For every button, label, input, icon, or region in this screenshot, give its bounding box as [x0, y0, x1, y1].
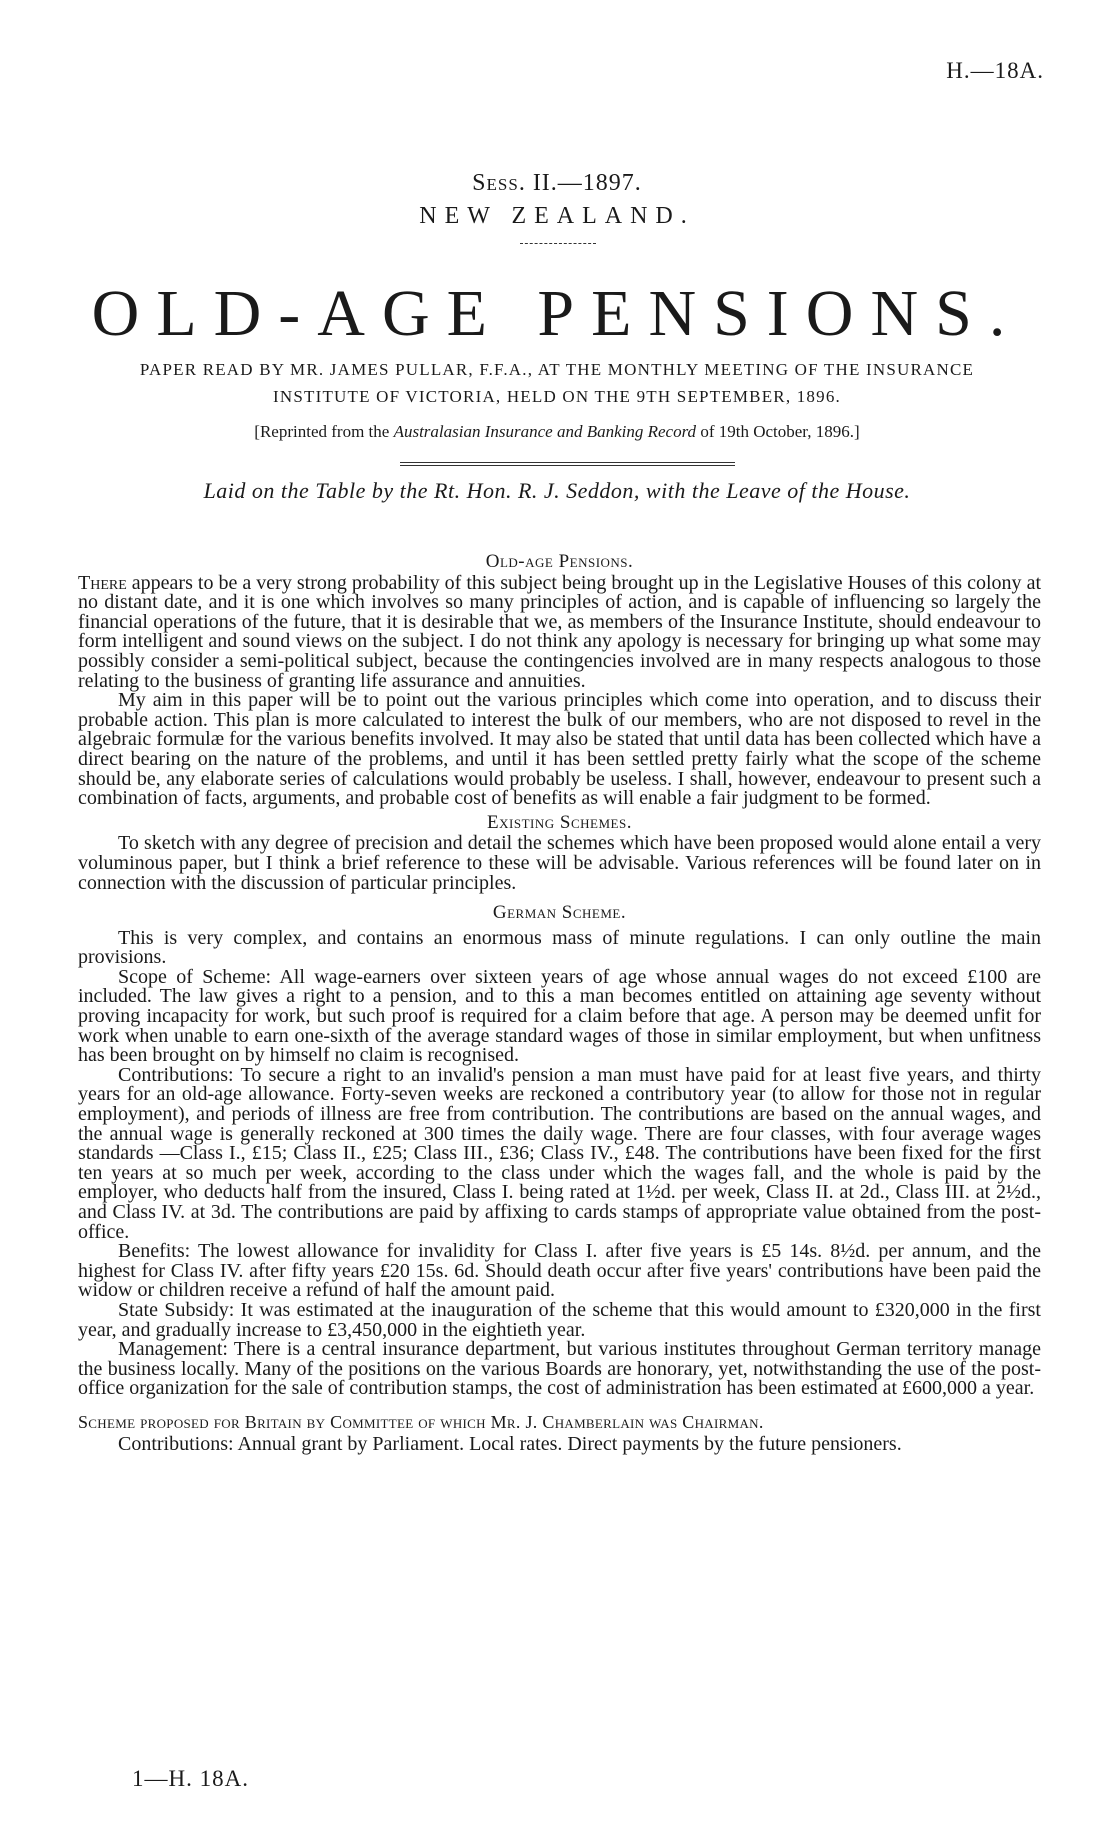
- page-title: OLD-AGE PENSIONS.: [91, 277, 1023, 350]
- paragraph: Scope of Scheme: All wage-earners over sixteen years of age whose annual wages do not exceed £100 are included. The law gives a right to a pension, and to this a man becomes entitled on attaining age seventy without proving incapacity for work, but such proof is required for a claim before that age. A person may be deemed unfit for work when unable to earn one-sixth of the average standard wages of those in similar employment, but when unfitness has been brought on by himself no claim is recognised.: [78, 965, 1041, 1067]
- reprint-pre: [Reprinted from the: [254, 422, 394, 441]
- section-heading-german-scheme: German Scheme.: [492, 902, 627, 924]
- divider: [520, 243, 596, 244]
- document-reference: H.—18A.: [946, 58, 1044, 83]
- laid-on-table-note: Laid on the Table by the Rt. Hon. R. J. Seddon, with the Leave of the House.: [203, 478, 911, 503]
- subtitle-line-1: PAPER READ BY MR. JAMES PULLAR, F.F.A., AT THE MONTHLY MEETING OF THE INSURANCE: [139, 360, 975, 379]
- paragraph: My aim in this paper will be to point out the various principles which come into operation, and to discuss their probable action. This plan is more calculated to interest the bulk of our members, who are not disposed to revel in the algebraic formulæ for the various benefits involved. It may also be stated that until data has been collected which have a direct bearing on the nature of the problems, and until it has been settled pretty fairly what the scope of the scheme should be, any elaborate series of calculations would probably be useless. I shall, however, endeavour to present such a combination of facts, arguments, and probable cost of benefits as will enable a fair judgment to be formed.: [78, 689, 1041, 810]
- paragraph: State Subsidy: It was estimated at the inauguration of the scheme that this would amount to £320,000 in the first year, and gradually increase to £3,450,000 in the eightieth year.: [78, 1298, 1041, 1341]
- paragraph: This is very complex, and contains an enormous mass of minute regulations. I can only outline the main provisions.: [78, 926, 1041, 969]
- paragraph: Management: There is a central insurance department, but various institutes throughout German territory manage the business locally. Many of the positions on the various Boards are honorary, yet, notwithstanding the use of the post-office organization for the sale of contribution stamps, the cost of administration has been estimated at £600,000 a year.: [78, 1338, 1041, 1400]
- subtitle-line-2: INSTITUTE OF VICTORIA, HELD ON THE 9TH SEPTEMBER, 1896.: [273, 387, 841, 406]
- paragraph-text: appears to be a very strong probability of this subject being brought up in the Legislative Houses of this colony at no distant date, and it is one which involves so many principles of action, and is capable of influencing so largely the financial operations of the future, that it is desirable that we, as members of the Insurance Institute, should endeavour to form intelligent and sound views on the subject. I do not think any apology is necessary for bringing up what some may possibly consider a semi-political subject, because the contingencies involved are in many respects analogous to those relating to the business of granting life assurance and annuities.: [78, 571, 1041, 692]
- section-heading-britain-scheme: Scheme proposed for Britain by Committee of which Mr. J. Chamberlain was Chairman.: [78, 1411, 764, 1432]
- reprint-note: [0, 422, 1114, 442]
- body-text: [78, 548, 1041, 1454]
- reprint-post: of 19th October, 1896.]: [696, 422, 860, 441]
- divider: [400, 465, 735, 466]
- page-footer-ref: 1—H. 18A.: [132, 1766, 249, 1791]
- paragraph: Contributions: To secure a right to an invalid's pension a man must have paid for at least five years, and thirty years for an old-age allowance. Forty-seven weeks are reckoned a contributory year (to allow for those not in regular employment), and periods of illness are free from contribution. The contributions are based on the annual wages, and the annual wage is generally reckoned at 300 times the daily wage. There are four classes, with four average wages standards —Class I., £15; Class II., £25; Class III., £36; Class IV., £48. The contributions have been fixed for the first ten years at so much per week, according to the class under which the wages fall, and the whole is paid by the employer, who deducts half from the insured, Class I. being rated at 1½d. per week, Class II. at 2d., Class III. at 2½d., and Class IV. at 3d. The contributions are paid by affixing to cards stamps of appropriate value obtained from the post-office.: [78, 1063, 1041, 1243]
- session-line: Sess. II.—1897.: [472, 170, 642, 196]
- paragraph: [78, 571, 1041, 692]
- paragraph: To sketch with any degree of precision and detail the schemes which have been proposed would alone entail a very voluminous paper, but I think a brief reference to these will be advisable. Various references will be found later on in connection with the discussion of particular principles.: [78, 832, 1041, 894]
- divider: [400, 462, 735, 463]
- paragraph: Benefits: The lowest allowance for invalidity for Class I. after five years is £5 14s. 8½d. per annum, and the highest for Class IV. after fifty years £20 15s. 6d. Should death occur after five years' contributions have been paid the widow or children receive a refund of half the amount paid.: [78, 1240, 1041, 1302]
- section-heading-existing-schemes: Existing Schemes.: [487, 811, 632, 833]
- paragraph-lead-word: There: [78, 571, 127, 594]
- paragraph: Contributions: Annual grant by Parliament. Local rates. Direct payments by the future pensioners.: [118, 1432, 902, 1455]
- section-heading-old-age-pensions: Old-age Pensions.: [485, 551, 634, 572]
- country-line: NEW ZEALAND.: [419, 203, 695, 229]
- reprint-source: Australasian Insurance and Banking Record: [393, 422, 697, 441]
